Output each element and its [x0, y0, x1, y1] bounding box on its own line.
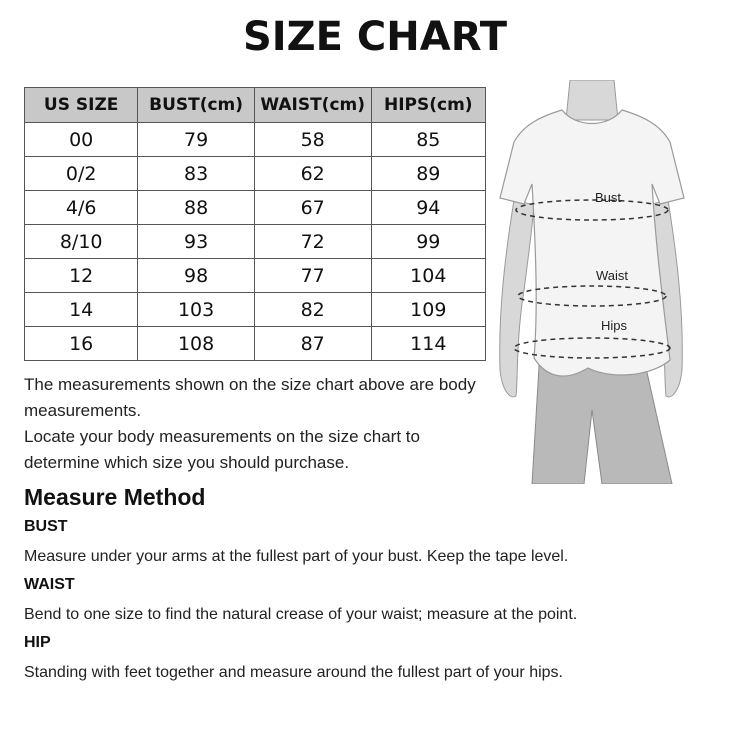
cell-hips: 109 [371, 293, 485, 327]
cell-us-size: 16 [25, 327, 138, 361]
table-row [25, 225, 486, 259]
cell-us-size: 12 [25, 259, 138, 293]
hip-method-label: HIP [24, 634, 51, 651]
cell-waist: 82 [254, 293, 371, 327]
neck-shape [566, 80, 618, 120]
cell-waist: 58 [254, 123, 371, 157]
cell-bust: 103 [138, 293, 254, 327]
cell-bust: 83 [138, 157, 254, 191]
hip-method-text: Standing with feet together and measure around the fullest part of your hips. [24, 664, 563, 681]
cell-us-size: 0/2 [25, 157, 138, 191]
table-row [25, 191, 486, 225]
cell-waist: 62 [254, 157, 371, 191]
cell-hips: 104 [371, 259, 485, 293]
bust-label: Bust [594, 190, 622, 205]
intro-paragraph-2: Locate your body measurements on the size chart to determine which size you should purchase. [24, 427, 420, 472]
waist-method-text: Bend to one size to find the natural crease of your waist; measure at the point. [24, 606, 578, 623]
table-row [25, 259, 486, 293]
measure-method-heading: Measure Method [24, 484, 206, 510]
model-figure-illustration [492, 80, 692, 484]
cell-hips: 94 [371, 191, 485, 225]
cell-us-size: 00 [25, 123, 138, 157]
cell-hips: 114 [371, 327, 485, 361]
header-waist: WAIST(cm) [254, 88, 371, 123]
header-us-size: US SIZE [25, 88, 138, 123]
table-row [25, 327, 486, 361]
header-hips: HIPS(cm) [371, 88, 485, 123]
size-chart-table [24, 87, 486, 361]
bust-method-label: BUST [24, 518, 68, 535]
left-arm-shape [500, 200, 534, 397]
cell-waist: 67 [254, 191, 371, 225]
table-row [25, 293, 486, 327]
cell-us-size: 4/6 [25, 191, 138, 225]
header-bust: BUST(cm) [138, 88, 254, 123]
table-row [25, 157, 486, 191]
cell-bust: 98 [138, 259, 254, 293]
cell-hips: 99 [371, 225, 485, 259]
cell-waist: 87 [254, 327, 371, 361]
cell-bust: 108 [138, 327, 254, 361]
cell-waist: 72 [254, 225, 371, 259]
cell-waist: 77 [254, 259, 371, 293]
waist-label: Waist [595, 268, 629, 283]
cell-hips: 89 [371, 157, 485, 191]
cell-bust: 93 [138, 225, 254, 259]
hips-label: Hips [600, 318, 628, 333]
cell-us-size: 8/10 [25, 225, 138, 259]
page-title: SIZE CHART [242, 14, 508, 60]
cell-us-size: 14 [25, 293, 138, 327]
cell-bust: 79 [138, 123, 254, 157]
cell-hips: 85 [371, 123, 485, 157]
intro-text [24, 372, 494, 476]
waist-method-label: WAIST [24, 576, 75, 593]
table-row [25, 123, 486, 157]
table-header-row [25, 88, 486, 123]
cell-bust: 88 [138, 191, 254, 225]
intro-paragraph-1: The measurements shown on the size chart above are body measurements. [24, 375, 476, 420]
bust-method-text: Measure under your arms at the fullest part of your bust. Keep the tape level. [24, 548, 569, 565]
